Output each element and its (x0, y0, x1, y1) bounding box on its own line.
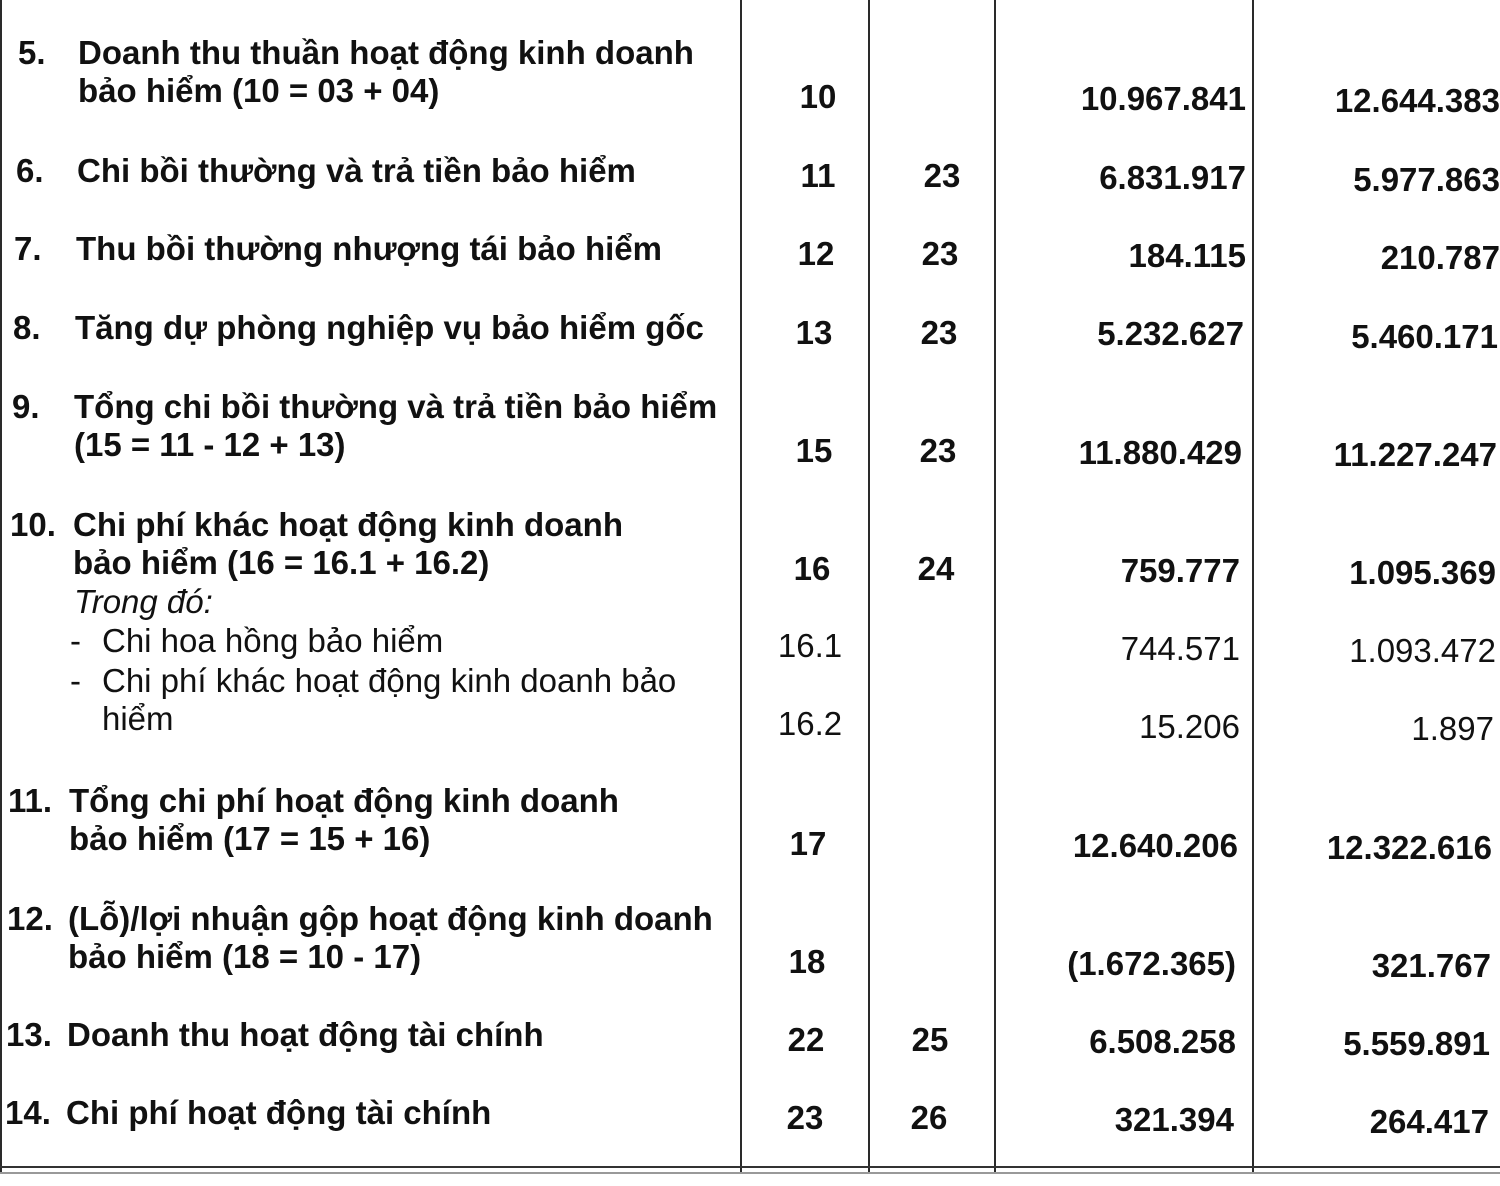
row-label: Chi phí hoạt động tài chính (66, 1094, 492, 1131)
row-number: 12. (7, 900, 53, 937)
row-note: 26 (910, 1099, 948, 1136)
row-number: 10. (10, 506, 56, 543)
breakdown-code: 16.1 (777, 627, 843, 664)
row-number: 13. (6, 1016, 52, 1053)
row-note: 23 (920, 314, 958, 351)
table-bottom-rule (0, 1166, 1500, 1168)
row-code: 23 (786, 1099, 824, 1136)
row-code: 15 (795, 432, 833, 469)
row-label: Doanh thu thuần hoạt động kinh doanh (78, 34, 694, 71)
row-previous-value: 12.322.616 (1326, 829, 1492, 866)
row-label: Tăng dự phòng nghiệp vụ bảo hiểm gốc (75, 309, 704, 346)
breakdown-current-value: 15.206 (1139, 708, 1240, 745)
row-label: bảo hiểm (17 = 15 + 16) (69, 820, 431, 857)
row-current-value: 6.508.258 (1089, 1023, 1236, 1060)
row-label: Thu bồi thường nhượng tái bảo hiểm (76, 230, 662, 267)
row-previous-value: 5.977.863 (1353, 161, 1500, 198)
row-label: Doanh thu hoạt động tài chính (67, 1016, 544, 1053)
row-current-value: 184.115 (1128, 237, 1246, 274)
row-label: Chi phí khác hoạt động kinh doanh (73, 506, 623, 543)
row-note: 23 (919, 432, 957, 469)
breakdown-label: hiểm (102, 700, 174, 737)
row-code: 17 (789, 825, 827, 862)
row-current-value: (1.672.365) (1067, 945, 1236, 982)
row-note: 25 (911, 1021, 949, 1058)
breakdown-label: Chi phí khác hoạt động kinh doanh bảo (102, 662, 677, 699)
breakdown-current-value: 744.571 (1120, 630, 1240, 667)
row-label: bảo hiểm (16 = 16.1 + 16.2) (73, 544, 490, 581)
row-note: 23 (923, 157, 961, 194)
row-code: 22 (787, 1021, 825, 1058)
row-previous-value: 1.095.369 (1349, 554, 1496, 591)
row-number: 7. (14, 230, 42, 267)
row-label: (Lỗ)/lợi nhuận gộp hoạt động kinh doanh (68, 900, 713, 937)
breakdown-dash: - (70, 662, 81, 699)
row-code: 11 (800, 157, 836, 194)
row-label: bảo hiểm (18 = 10 - 17) (68, 938, 422, 975)
row-label: Chi bồi thường và trả tiền bảo hiểm (77, 152, 636, 189)
breakdown-code: 16.2 (777, 705, 843, 742)
row-previous-value: 11.227.247 (1333, 436, 1497, 473)
breakdown-dash: - (70, 622, 81, 659)
row-number: 5. (18, 34, 46, 71)
row-previous-value: 12.644.383 (1334, 82, 1500, 119)
row-code: 10 (799, 78, 837, 115)
breakdown-label: Chi hoa hồng bảo hiểm (102, 622, 444, 659)
table-bottom-rule (0, 1172, 1500, 1174)
row-code: 18 (788, 943, 826, 980)
row-note: 24 (917, 550, 955, 587)
row-current-value: 759.777 (1120, 552, 1240, 589)
column-divider (740, 0, 742, 1172)
breakdown-heading: Trong đó: (74, 583, 213, 620)
row-current-value: 11.880.429 (1078, 434, 1242, 471)
row-current-value: 5.232.627 (1097, 315, 1244, 352)
row-current-value: 321.394 (1114, 1101, 1234, 1138)
row-number: 8. (13, 309, 41, 346)
row-current-value: 6.831.917 (1099, 159, 1246, 196)
breakdown-previous-value: 1.093.472 (1349, 632, 1496, 669)
column-divider (0, 0, 2, 1172)
row-previous-value: 264.417 (1369, 1103, 1489, 1140)
row-previous-value: 321.767 (1371, 947, 1491, 984)
row-code: 12 (797, 235, 835, 272)
row-label: Tổng chi phí hoạt động kinh doanh (69, 782, 619, 819)
row-previous-value: 210.787 (1380, 239, 1500, 276)
row-previous-value: 5.460.171 (1351, 318, 1498, 355)
row-number: 11. (8, 782, 53, 819)
row-number: 14. (5, 1094, 51, 1131)
row-label: Tổng chi bồi thường và trả tiền bảo hiểm (74, 388, 718, 425)
row-number: 6. (16, 152, 44, 189)
row-previous-value: 5.559.891 (1343, 1025, 1490, 1062)
row-number: 9. (12, 388, 40, 425)
breakdown-previous-value: 1.897 (1411, 710, 1494, 747)
row-label: (15 = 11 - 12 + 13) (74, 426, 346, 463)
row-note: 23 (921, 235, 959, 272)
row-label: bảo hiểm (10 = 03 + 04) (78, 72, 440, 109)
row-code: 16 (793, 550, 831, 587)
row-current-value: 10.967.841 (1080, 80, 1246, 117)
row-current-value: 12.640.206 (1072, 827, 1238, 864)
row-code: 13 (795, 314, 833, 351)
